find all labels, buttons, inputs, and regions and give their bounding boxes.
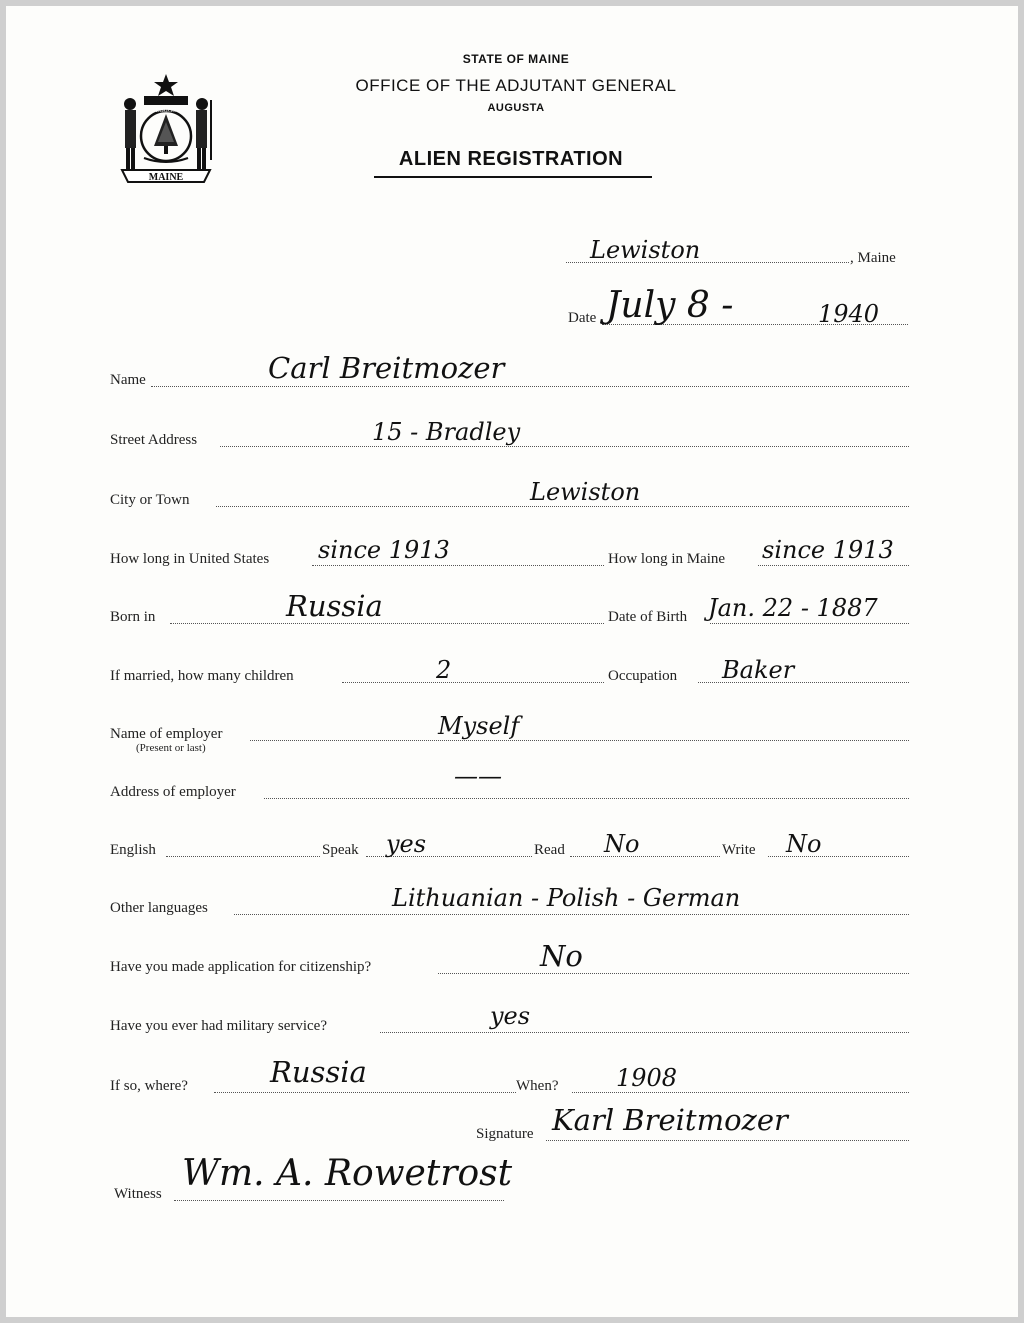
us-time-value: since 1913 [318,536,450,564]
employer-note: (Present or last) [136,742,206,754]
where-line [214,1092,516,1093]
maine-time-value: since 1913 [762,536,894,564]
employer-address-line [264,798,909,799]
write-label: Write [722,842,756,858]
form-title: ALIEN REGISTRATION [398,148,624,170]
children-value: 2 [436,656,452,684]
signature-label: Signature [476,1126,534,1142]
speak-label: Speak [322,842,359,858]
city-value: Lewiston [530,478,641,506]
witness-line [174,1200,504,1201]
employer-label: Name of employer [110,726,223,742]
street-line [220,446,909,447]
write-value: No [786,830,822,858]
signature-value: Karl Breitmozer [552,1103,788,1137]
date-year-value: 1940 [818,300,880,328]
maine-state-seal-icon [114,70,218,188]
other-languages-value: Lithuanian - Polish - German [392,884,741,912]
maine-time-line [758,565,909,566]
employer-address-value: —— [454,762,502,790]
citizenship-value: No [540,939,583,973]
other-languages-line [234,914,909,915]
when-line [572,1092,909,1093]
name-line [151,386,909,387]
dob-label: Date of Birth [608,609,688,625]
maine-label: , Maine [850,250,896,266]
city-heading: AUGUSTA [487,102,545,114]
maine-time-label: How long in Maine [608,551,726,567]
speak-value: yes [386,830,427,858]
citizenship-line [438,973,909,974]
citizenship-label: Have you made application for citizenship? [110,959,372,975]
when-value: 1908 [616,1064,678,1092]
occupation-value: Baker [722,656,795,684]
other-languages-label: Other languages [110,900,208,916]
military-label: Have you ever had military service? [110,1018,327,1034]
occupation-label: Occupation [608,668,678,684]
children-label: If married, how many children [110,668,294,684]
name-label: Name [110,372,146,388]
street-value: 15 - Bradley [372,418,521,446]
date-label: Date [568,310,597,326]
read-line [570,856,720,857]
alien-registration-form [6,6,1018,1317]
when-label: When? [516,1078,559,1094]
dob-line [710,623,909,624]
where-value: Russia [270,1055,367,1089]
date-value: July 8 - [606,285,734,326]
city-label: City or Town [110,492,190,508]
employer-address-label: Address of employer [110,784,236,800]
title-underline [374,176,652,178]
town-value: Lewiston [590,236,701,264]
english-label: English [110,842,156,858]
us-time-line [312,565,604,566]
witness-value: Wm. A. Rowetrost [182,1153,513,1194]
children-line [342,682,604,683]
seal-banner-text: MAINE [148,172,184,183]
seal-motto-text: DIRIGO [155,108,177,114]
born-label: Born in [110,609,156,625]
dob-value: Jan. 22 - 1887 [708,594,878,622]
where-label: If so, where? [110,1078,188,1094]
state-heading: STATE OF MAINE [462,52,570,66]
military-line [380,1032,909,1033]
employer-value: Myself [438,712,520,740]
born-line [170,623,604,624]
born-value: Russia [286,589,383,623]
name-value: Carl Breitmozer [268,351,505,385]
office-heading: OFFICE OF THE ADJUTANT GENERAL [355,76,677,95]
employer-line [250,740,909,741]
witness-label: Witness [114,1186,162,1202]
city-line [216,506,909,507]
read-label: Read [534,842,565,858]
english-line [166,856,320,857]
read-value: No [604,830,640,858]
us-time-label: How long in United States [110,551,270,567]
military-value: yes [490,1002,531,1030]
street-label: Street Address [110,432,198,448]
signature-line [546,1140,909,1141]
